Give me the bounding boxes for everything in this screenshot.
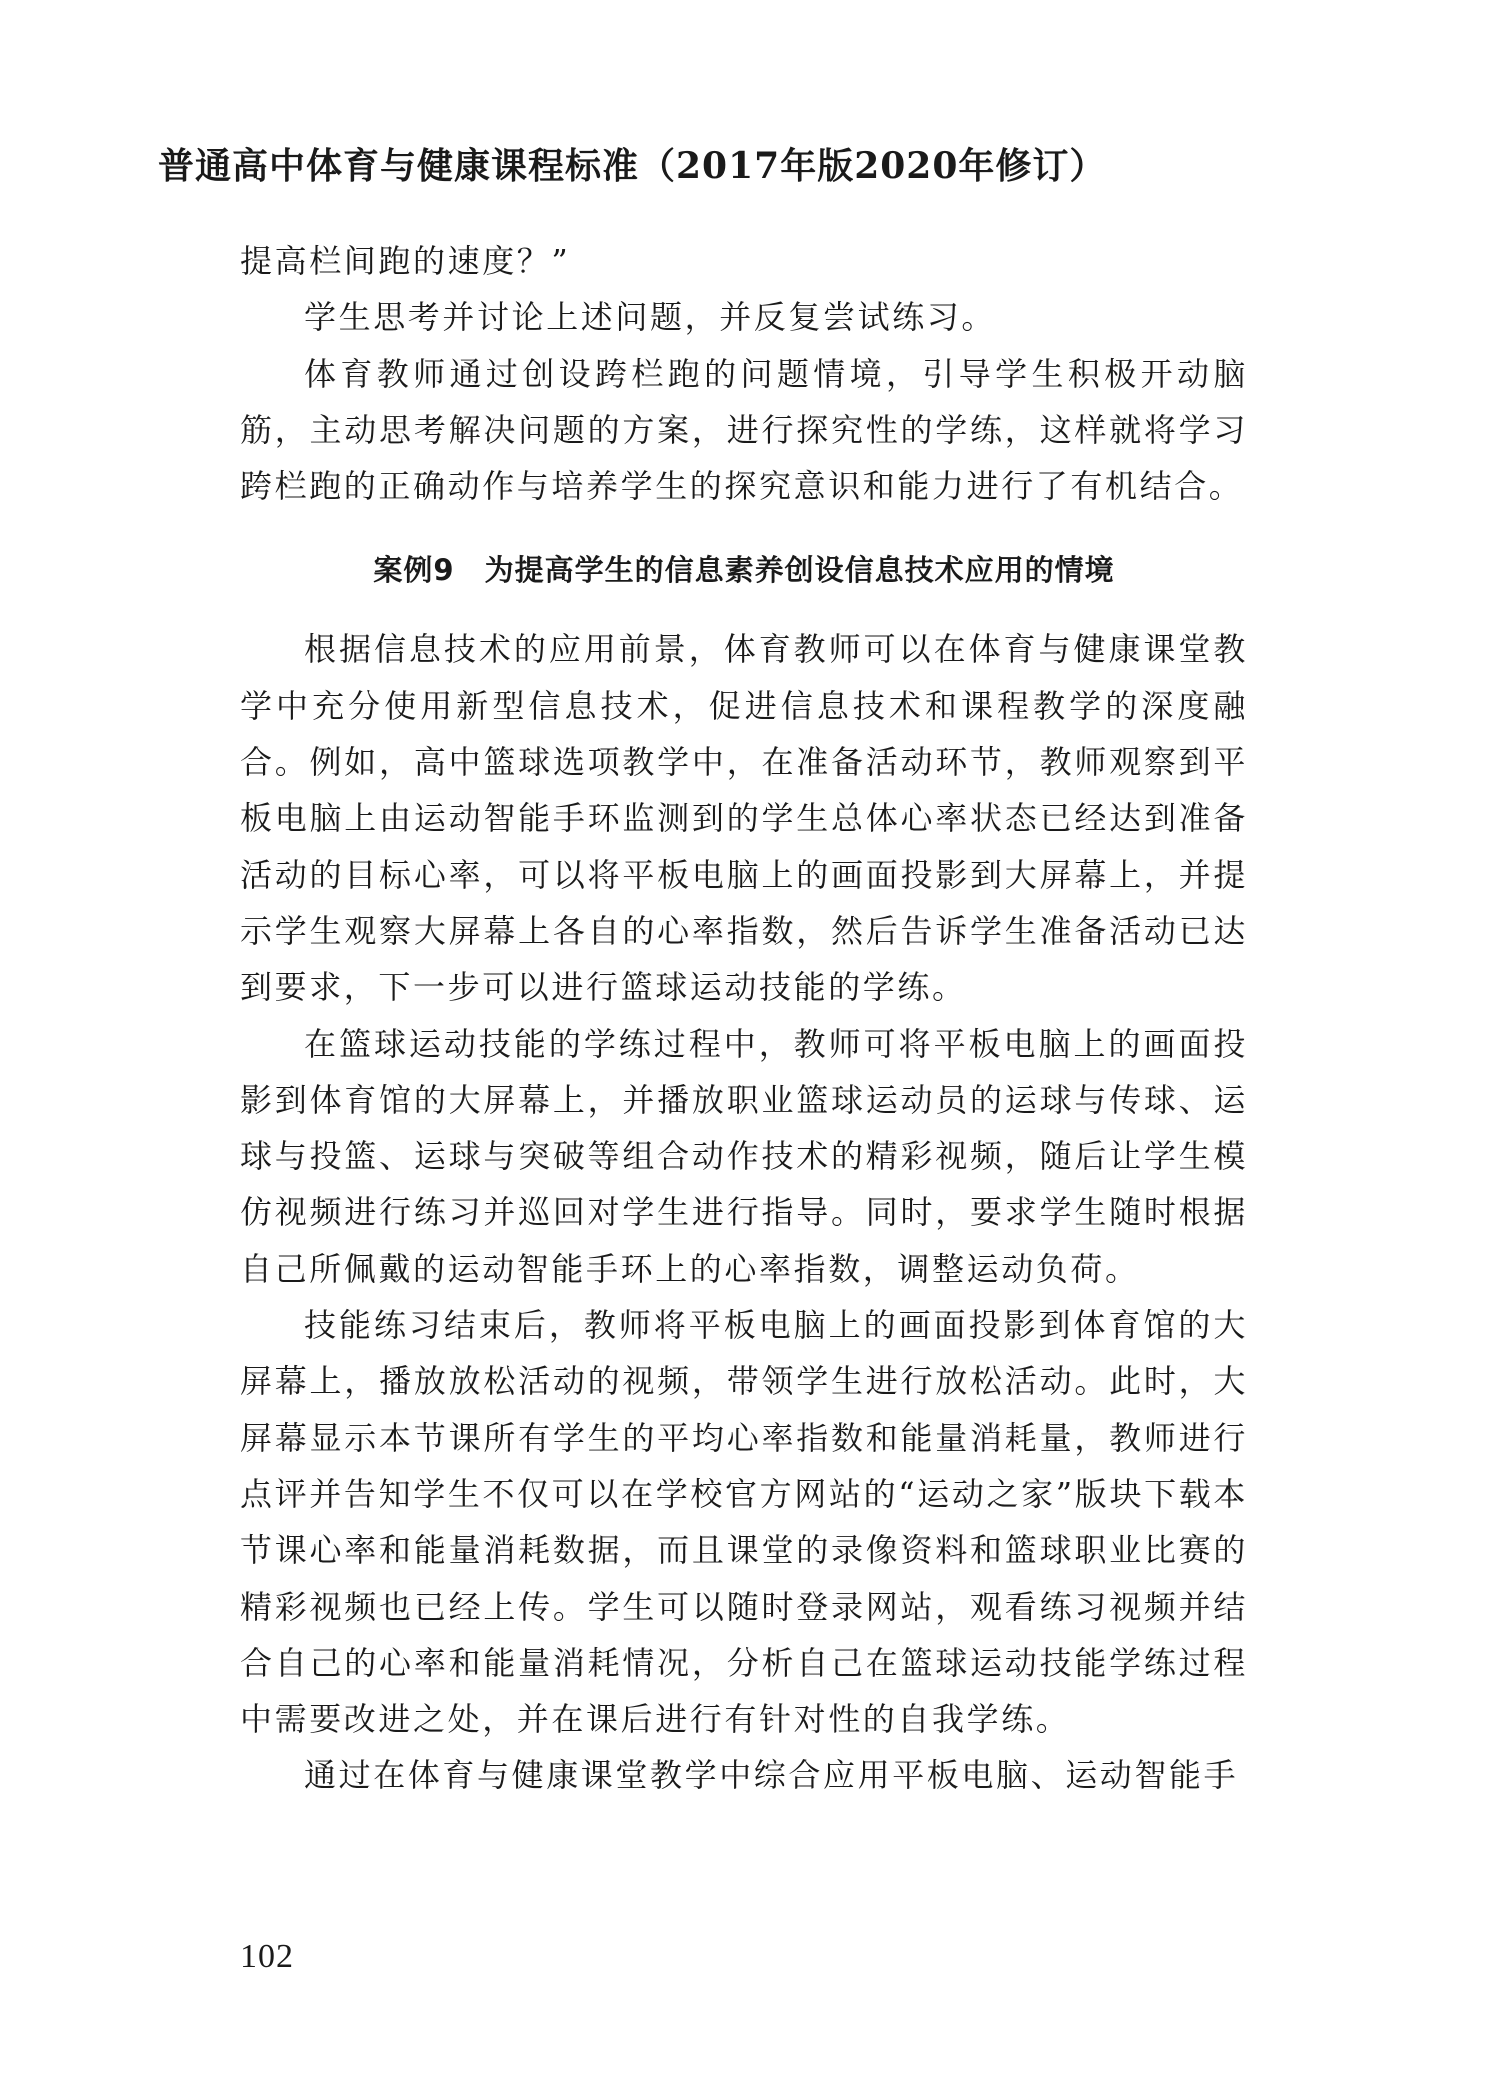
paragraph: 学生思考并讨论上述问题，并反复尝试练习。: [304, 298, 997, 337]
page-number: 102: [240, 1938, 294, 1975]
case-heading: 案例9 为提高学生的信息素养创设信息技术应用的情境: [373, 553, 1115, 588]
running-header: 普通高中体育与健康课程标准（2017年版2020年修订）: [158, 145, 1107, 187]
paragraph: 技能练习结束后，教师将平板电脑上的画面投影到体育馆的大屏幕上，播放放松活动的视频，带领学生进行放松活动。此时，大屏幕显示本节课所有学生的平均心率指数和能量消耗量，教师进行点评并告知学生不仅可以在学校官方网站的“运动之家”版块下载本节课心率和能量消耗数据，而且课堂的录像资料和篮球职业比赛的精彩视频也已经上传。学生可以随时登录网站，观看练习视频并结合自己的心率和能量消耗情况，分析自己在篮球运动技能学练过程中需要改进之处，并在课后进行有针对性的自我学练。: [240, 1306, 1248, 1739]
paragraph: 在篮球运动技能的学练过程中，教师可将平板电脑上的画面投影到体育馆的大屏幕上，并播放职业篮球运动员的运球与传球、运球与投篮、运球与突破等组合动作技术的精彩视频，随后让学生模仿视频进行练习并巡回对学生进行指导。同时，要求学生随时根据自己所佩戴的运动智能手环上的心率指数，调整运动负荷。: [240, 1024, 1248, 1288]
paragraph-continuation: 提高栏间跑的速度？”: [240, 242, 571, 280]
paragraph: 通过在体育与健康课堂教学中综合应用平板电脑、运动智能手: [304, 1756, 1239, 1795]
paragraph: 体育教师通过创设跨栏跑的问题情境，引导学生积极开动脑筋，主动思考解决问题的方案，进行探究性的学练，这样就将学习跨栏跑的正确动作与培养学生的探究意识和能力进行了有机结合。: [240, 354, 1248, 506]
paragraph: 根据信息技术的应用前景，体育教师可以在体育与健康课堂教学中充分使用新型信息技术，促进信息技术和课程教学的深度融合。例如，高中篮球选项教学中，在准备活动环节，教师观察到平板电脑上由运动智能手环监测到的学生总体心率状态已经达到准备活动的目标心率，可以将平板电脑上的画面投影到大屏幕上，并提示学生观察大屏幕上各自的心率指数，然后告诉学生准备活动已达到要求，下一步可以进行篮球运动技能的学练。: [240, 630, 1248, 1007]
page-body: [240, 233, 1248, 1804]
